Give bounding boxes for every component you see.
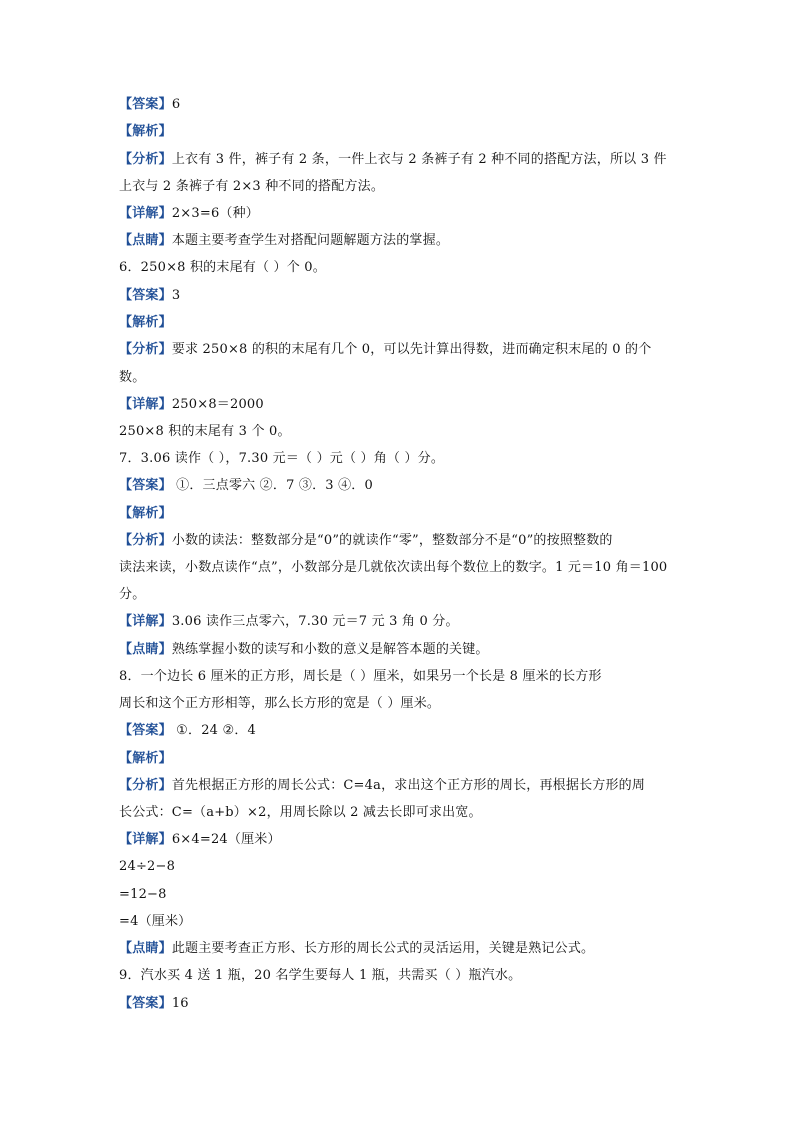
line-text: =4（厘米） — [119, 914, 192, 929]
line-note-7 — [119, 640, 489, 660]
tag-answer: 【答案】 — [119, 723, 172, 738]
line-text: 24÷2−8 — [119, 859, 176, 874]
line-note-8 — [119, 939, 594, 959]
line-answer-9 — [119, 994, 189, 1014]
question-text: 周长和这个正方形相等，那么长方形的宽是（ ）厘米。 — [119, 696, 441, 711]
line-fenxi-5-cont — [119, 177, 384, 197]
tag-fenxi: 【分析】 — [119, 778, 172, 793]
question-6 — [119, 258, 326, 278]
tag-fenxi: 【分析】 — [119, 152, 172, 167]
line-text: 要求 250×8 的积的末尾有几个 0，可以先计算出得数，进而确定积末尾的 0 的个 — [171, 342, 652, 357]
tag-detail: 【详解】 — [119, 614, 172, 629]
line-text: 3.06 读作三点零六，7.30 元＝7 元 3 角 0 分。 — [171, 614, 459, 629]
line-answer-5 — [119, 95, 180, 115]
line-text: 2×3=6（种） — [171, 206, 260, 221]
question-text: 7．3.06 读作（ ），7.30 元＝（ ）元（ ）角（ ）分。 — [119, 451, 445, 466]
line-detail-5 — [119, 204, 259, 224]
line-detail-8-step2 — [119, 885, 167, 905]
line-text: ①．三点零六 ②．7 ③．3 ④．0 — [171, 478, 373, 493]
tag-answer: 【答案】 — [119, 996, 172, 1011]
question-8-cont — [119, 694, 440, 714]
question-text: 9．汽水买 4 送 1 瓶，20 名学生要每人 1 瓶，共需买（ ）瓶汽水。 — [119, 968, 522, 983]
line-detail-8-step1 — [119, 857, 175, 877]
line-fenxi-6 — [119, 340, 651, 360]
line-text: 本题主要考查学生对搭配问题解题方法的掌握。 — [171, 233, 450, 248]
tag-note: 【点睛】 — [119, 233, 172, 248]
line-detail-8 — [119, 830, 281, 850]
line-text: 16 — [171, 996, 189, 1011]
line-detail-6 — [119, 395, 264, 415]
line-analysis-5 — [119, 122, 172, 142]
line-note-5 — [119, 231, 449, 251]
line-text: 读法来读，小数点读作“点”，小数部分是几就依次读出每个数位上的数字。1 元＝10 角＝100 — [119, 560, 668, 575]
line-text: ①．24 ②．4 — [171, 723, 256, 738]
line-fenxi-5 — [119, 150, 667, 170]
line-fenxi-7 — [119, 531, 613, 551]
line-text: 3 — [171, 288, 181, 303]
question-text: 6．250×8 积的末尾有（ ）个 0。 — [119, 260, 326, 275]
line-text: 上衣有 3 件，裤子有 2 条，一件上衣与 2 条裤子有 2 种不同的搭配方法，所以 3 件 — [171, 152, 667, 167]
line-text: 数。 — [119, 370, 146, 385]
line-text: 分。 — [119, 587, 146, 602]
tag-answer: 【答案】 — [119, 478, 172, 493]
line-answer-6 — [119, 286, 180, 306]
tag-answer: 【答案】 — [119, 97, 172, 112]
tag-detail: 【详解】 — [119, 206, 172, 221]
tag-analysis: 【解析】 — [119, 124, 172, 139]
tag-note: 【点睛】 — [119, 642, 172, 657]
tag-detail: 【详解】 — [119, 397, 172, 412]
tag-fenxi: 【分析】 — [119, 342, 172, 357]
line-detail-7 — [119, 612, 459, 632]
line-text: 上衣与 2 条裤子有 2×3 种不同的搭配方法。 — [119, 179, 385, 194]
line-fenxi-7-cont2 — [119, 585, 145, 605]
tag-analysis: 【解析】 — [119, 751, 172, 766]
line-text: 250×8＝2000 — [171, 397, 264, 412]
line-detail-8-step3 — [119, 912, 191, 932]
line-text: 250×8 积的末尾有 3 个 0。 — [119, 424, 291, 439]
line-text: 首先根据正方形的周长公式：C=4a，求出这个正方形的周长，再根据长方形的周 — [171, 778, 646, 793]
tag-analysis: 【解析】 — [119, 506, 172, 521]
line-text: 长公式：C=（a+b）×2，用周长除以 2 减去长即可求出宽。 — [119, 805, 482, 820]
line-text: =12−8 — [119, 887, 167, 902]
line-detail-6-cont — [119, 422, 291, 442]
question-8 — [119, 667, 602, 687]
line-text: 熟练掌握小数的读写和小数的意义是解答本题的关键。 — [171, 642, 489, 657]
line-analysis-8 — [119, 749, 172, 769]
tag-analysis: 【解析】 — [119, 315, 172, 330]
line-text: 6×4=24（厘米） — [171, 832, 281, 847]
question-7 — [119, 449, 444, 469]
question-9 — [119, 966, 521, 986]
line-answer-7 — [119, 476, 373, 496]
question-text: 8．一个边长 6 厘米的正方形，周长是（ ）厘米，如果另一个长是 8 厘米的长方形 — [119, 669, 602, 684]
tag-note: 【点睛】 — [119, 941, 172, 956]
line-fenxi-7-cont — [119, 558, 667, 578]
line-fenxi-8-cont — [119, 803, 482, 823]
line-analysis-6 — [119, 313, 172, 333]
tag-answer: 【答案】 — [119, 288, 172, 303]
line-fenxi-6-cont — [119, 368, 145, 388]
line-analysis-7 — [119, 504, 172, 524]
line-text: 小数的读法：整数部分是“0”的就读作“零”，整数部分不是“0”的按照整数的 — [171, 533, 613, 548]
tag-fenxi: 【分析】 — [119, 533, 172, 548]
line-fenxi-8 — [119, 776, 645, 796]
line-answer-8 — [119, 721, 256, 741]
line-text: 6 — [171, 97, 181, 112]
line-text: 此题主要考查正方形、长方形的周长公式的灵活运用，关键是熟记公式。 — [171, 941, 595, 956]
tag-detail: 【详解】 — [119, 832, 172, 847]
